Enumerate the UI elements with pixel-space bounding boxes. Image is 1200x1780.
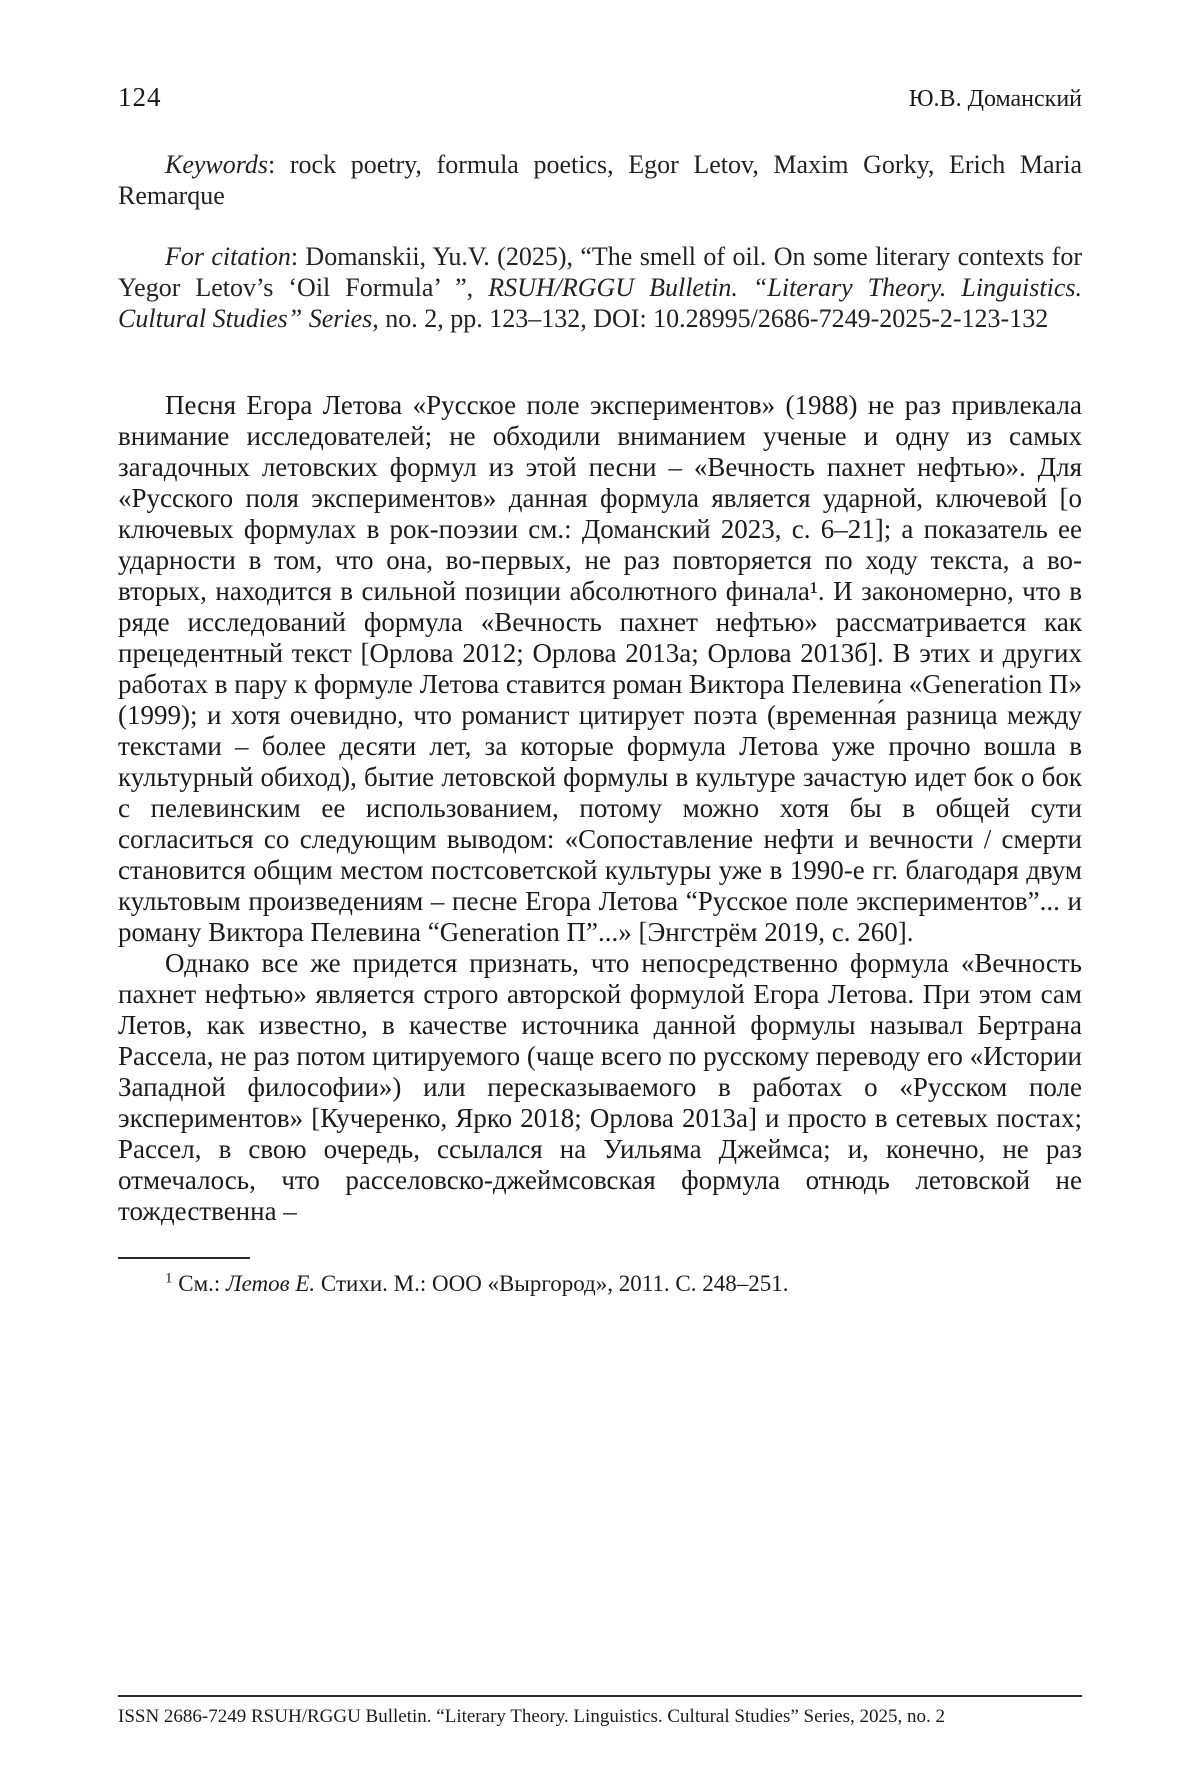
page-footer xyxy=(118,1695,1082,1728)
footnote-text-before: См.: xyxy=(172,1271,227,1296)
footnote-area xyxy=(118,1257,1082,1298)
citation-journal-title: RSUH/RGGU Bulletin. “Literary Theory. Linguistics. Cultural Studies” Series xyxy=(118,273,1082,333)
running-head-author: Ю.В. Доманский xyxy=(908,86,1082,112)
page-header xyxy=(118,82,1082,113)
citation-label: For citation xyxy=(165,242,291,271)
keywords-text: : rock poetry, formula poetics, Egor Letov, Maxim Gorky, Erich Maria Remarque xyxy=(118,150,1082,210)
citation-paragraph xyxy=(118,241,1082,334)
footnote-text-after: Стихи. М.: ООО «Выргород», 2011. С. 248–251. xyxy=(315,1271,789,1296)
footer-issn-line: ISSN 2686-7249 RSUH/RGGU Bulletin. “Literary Theory. Linguistics. Cultural Studies” Series, 2025, no. 2 xyxy=(118,1706,945,1727)
keywords-paragraph xyxy=(118,149,1082,211)
citation-text-after: , no. 2, pp. 123–132, DOI: 10.28995/2686-7249-2025-2-123-132 xyxy=(372,304,1049,333)
footnote-author: Летов Е. xyxy=(226,1271,316,1296)
body-paragraph-2: Однако все же придется признать, что непосредственно формула «Вечность пахнет нефтью» является строго авторской формулой Егора Летова. При этом сам Летов, как известно, в качестве источника данной формулы называл Бертрана Рассела, не раз потом цитируемого (чаще всего по русскому переводу его «Истории Западной философии») или пересказываемого в работах о «Русском поле экспериментов» [Кучеренко, Ярко 2018; Орлова 2013а] и просто в сетевых постах; Рассел, в свою очередь, ссылался на Уильяма Джеймса; и, конечно, не раз отмечалось, что расселовско-джеймсовская формула отнюдь летовской не тождественна – xyxy=(118,948,1082,1226)
citation-text-before: : Domanskii, Yu.V. (2025), “The smell of oil. On some literary contexts for Yegor Letov’s ‘Oil Formula’ ”, xyxy=(118,242,1082,302)
footnote-separator xyxy=(118,1257,250,1259)
body-paragraph-1: Песня Егора Летова «Русское поле экспериментов» (1988) не раз привлекала внимание исследователей; не обходили вниманием ученые и одну из самых загадочных летовских формул из этой песни – «Вечность пахнет нефтью». Для «Русского поля экспериментов» данная формула является ударной, ключевой [о ключевых формулах в рок-поэзии см.: Доманский 2023, с. 6–21]; а показатель ее ударности в том, что она, во-первых, не раз повторяется по ходу текста, а во-вторых, находится в сильной позиции абсолютного финала¹. И закономерно, что в ряде исследований формула «Вечность пахнет нефтью» рассматривается как прецедентный текст [Орлова 2012; Орлова 2013а; Орлова 2013б]. В этих и других работах в пару к формуле Летова ставится роман Виктора Пелевина «Generation П» (1999); и хотя очевидно, что романист цитирует поэта (временна́я разница между текстами – более десяти лет, за которые формула Летова уже прочно вошла в культурный обиход), бытие летовской формулы в культуре зачастую идет бок о бок с пелевинским ее использованием, потому можно хотя бы в общей сути согласиться со следующим выводом: «Сопоставление нефти и вечности / смерти становится общим местом постсоветской культуры уже в 1990-е гг. благодаря двум культовым произведениям – песне Егора Летова “Русское поле экспериментов”... и роману Виктора Пелевина “Generation П”...» [Энгстрём 2019, с. 260]. xyxy=(118,390,1082,947)
page-number: 124 xyxy=(118,82,162,112)
footnote-marker: 1 xyxy=(165,1270,173,1287)
footnote xyxy=(118,1269,1082,1298)
article-body xyxy=(118,390,1082,1227)
keywords-label: Keywords xyxy=(165,150,269,179)
